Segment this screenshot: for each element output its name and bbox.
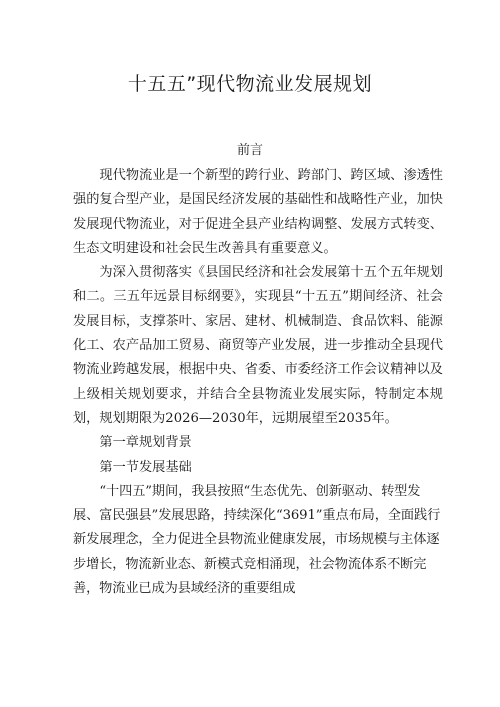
section-heading: 第一节发展基础 bbox=[99, 459, 192, 475]
chapter-heading: 第一章规划背景 bbox=[99, 435, 192, 451]
paragraph: 现代物流业是一个新型的跨行业、跨部门、跨区域、渗透性强的复合型产业，是国民经济发展的基础性和战略性产业，加快发展现代物流业，对于促进全县产业结构调整、发展方式转变、生态文明建设和社会民生改善具有重要意义。 bbox=[73, 168, 443, 256]
paragraph: “十四五”期间，我县按照“生态优先、创新驱动、转型发展、富民强县”发展思路，持续深化“3691”重点布局，全面践行新发展理念，全力促进全县物流业健康发展，市场规模与主体逐步增长，物流新业态、新模式竞相涌现，社会物流体系不断完善，物流业已成为县域经济的重要组成 bbox=[73, 483, 441, 597]
paragraph: 为深入贯彻落实《县国民经济和社会发展第十五个五年规划和二。三五年远景目标纲要》，实现县“十五五”期间经济、社会发展目标，支撑茶叶、家居、建材、机械制造、食品饮料、能源化工、农产品加工贸易、商贸等产业发展，进一步推动全县现代物流业跨越发展，根据中央、省委、市委经济工作会议精神以及上级相关规划要求，并结合全县物流业发展实际，特制定本规划，规划期限为2026—2030年，远期展望至2035年。 bbox=[73, 265, 443, 426]
document-body bbox=[73, 164, 443, 601]
document-title: 十五五”现代物流业发展规划 bbox=[127, 73, 373, 95]
preface-heading: 前言 bbox=[236, 143, 263, 158]
